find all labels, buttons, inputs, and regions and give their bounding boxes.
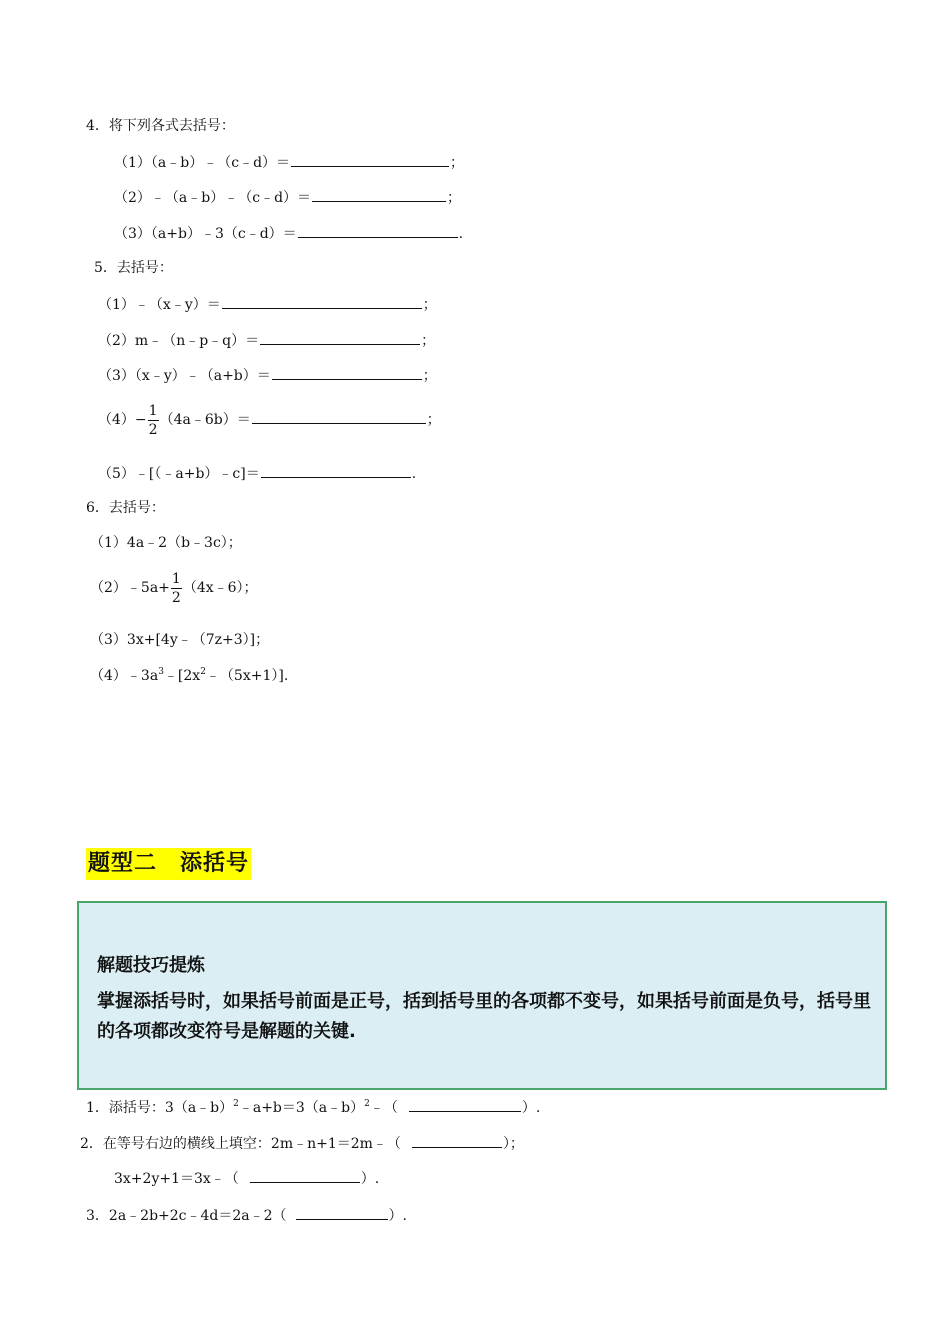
item-expr: 3x+[4y﹣（7z+3）]； [126, 632, 270, 648]
item-pre: ﹣3a [126, 668, 159, 684]
q-end: ）. [388, 1208, 407, 1224]
tip-body: 掌握添括号时，如果括号前面是正号，括到括号里的各项都不变号，如果括号前面是负号，括号里的各项都改变符号是解题的关键. [97, 991, 871, 1042]
fraction-numerator: 1 [171, 570, 181, 587]
answer-blank[interactable] [250, 1168, 360, 1183]
item-mid: ﹣[2x [163, 668, 201, 684]
fraction [171, 570, 182, 607]
answer-blank[interactable] [312, 187, 446, 202]
fraction-denominator: 2 [148, 421, 158, 438]
answer-blank[interactable] [298, 223, 458, 238]
item-label: （4） [98, 412, 135, 428]
q-end: ）. [360, 1171, 380, 1187]
add-q2 [80, 1133, 524, 1154]
answer-blank[interactable] [222, 294, 422, 309]
q4-item-1 [114, 152, 464, 173]
add-q2b [114, 1168, 379, 1189]
answer-blank[interactable] [252, 409, 426, 424]
item-label: （3） [98, 368, 135, 384]
q5-item-2 [98, 330, 435, 351]
answer-blank[interactable] [291, 152, 449, 167]
item-label: （5） [98, 466, 135, 482]
q4-item-3 [114, 223, 463, 244]
q-post: ﹣（ [369, 1100, 398, 1116]
minus-sign: − [134, 412, 147, 428]
q-pre: 3x+2y+1＝3x﹣（ [114, 1171, 239, 1187]
q-mid: ﹣a+b＝3（a﹣b） [238, 1100, 365, 1116]
q6-item-2 [90, 568, 258, 608]
item-end: ； [422, 368, 437, 384]
q5-item-5 [98, 463, 416, 484]
exponent: 2 [364, 1099, 370, 1109]
fraction-numerator: 1 [148, 402, 158, 419]
item-expr: 4a﹣2（b﹣3c）； [126, 535, 242, 551]
item-expr: （x﹣y）﹣（a+b）＝ [134, 368, 271, 384]
q-end: ）； [502, 1136, 524, 1152]
answer-blank[interactable] [260, 330, 420, 345]
item-expr: ﹣（x﹣y）＝ [134, 297, 221, 313]
item-expr: m﹣（n﹣p﹣q）＝ [134, 333, 260, 349]
q-pre: 2．在等号右边的横线上填空：2m﹣n+1＝2m﹣（ [80, 1136, 401, 1152]
q6-item-3 [90, 630, 269, 650]
q-pre: 1．添括号：3（a﹣b） [86, 1100, 234, 1116]
item-end: ； [422, 297, 437, 313]
add-q1 [86, 1097, 540, 1118]
answer-blank[interactable] [296, 1205, 388, 1220]
item-expr: （4a﹣6b）＝ [159, 412, 251, 428]
item-end: . [458, 226, 464, 242]
item-label: （3） [114, 226, 151, 242]
item-expr: （a+b）﹣3（c﹣d）＝ [150, 226, 297, 242]
item-expr: ﹣[（﹣a+b）﹣c]＝ [134, 466, 260, 482]
item-end: ； [426, 412, 441, 428]
fraction [148, 402, 159, 439]
answer-blank[interactable] [409, 1097, 521, 1112]
exponent: 3 [158, 667, 164, 677]
q6-item-1 [90, 533, 242, 553]
q5-item-4 [98, 400, 441, 440]
exponent: 2 [200, 667, 206, 677]
item-expr: ﹣（5x+1）]. [205, 668, 289, 684]
item-expr: ﹣（a﹣b）﹣（c﹣d）＝ [150, 190, 312, 206]
q5-item-3 [98, 365, 437, 386]
answer-blank[interactable] [412, 1133, 502, 1148]
item-expr: （4x﹣6）； [182, 580, 258, 596]
q6-title: 6．去括号： [86, 500, 165, 516]
item-end: ； [447, 190, 462, 206]
q6-item-4 [90, 666, 288, 686]
item-label: （2） [90, 580, 127, 596]
add-q3 [86, 1205, 407, 1226]
q5-item-1 [98, 294, 437, 315]
item-label: （2） [114, 190, 151, 206]
item-expr: （a﹣b）﹣（c﹣d）＝ [150, 155, 291, 171]
item-label: （1） [98, 297, 135, 313]
item-label: （4） [90, 668, 127, 684]
q-pre: 3．2a﹣2b+2c﹣4d＝2a﹣2（ [86, 1208, 287, 1224]
item-label: （3） [90, 632, 127, 648]
item-label: （1） [114, 155, 151, 171]
section-title: 题型二 添括号 [86, 848, 251, 880]
fraction-denominator: 2 [171, 589, 181, 606]
q5-title: 5．去括号： [94, 260, 173, 276]
q4-item-2 [114, 187, 461, 208]
answer-blank[interactable] [272, 365, 422, 380]
q4-title: 4．将下列各式去括号： [86, 118, 235, 134]
q-end: ）. [521, 1100, 541, 1116]
tip-title: 解题技巧提炼 [97, 955, 205, 976]
tip-box [77, 901, 887, 1090]
item-end: ； [421, 333, 436, 349]
item-end: ； [450, 155, 465, 171]
item-label: （1） [90, 535, 127, 551]
answer-blank[interactable] [261, 463, 411, 478]
item-pre: ﹣5a+ [126, 580, 170, 596]
exponent: 2 [233, 1099, 239, 1109]
item-label: （2） [98, 333, 135, 349]
item-end: . [411, 466, 417, 482]
